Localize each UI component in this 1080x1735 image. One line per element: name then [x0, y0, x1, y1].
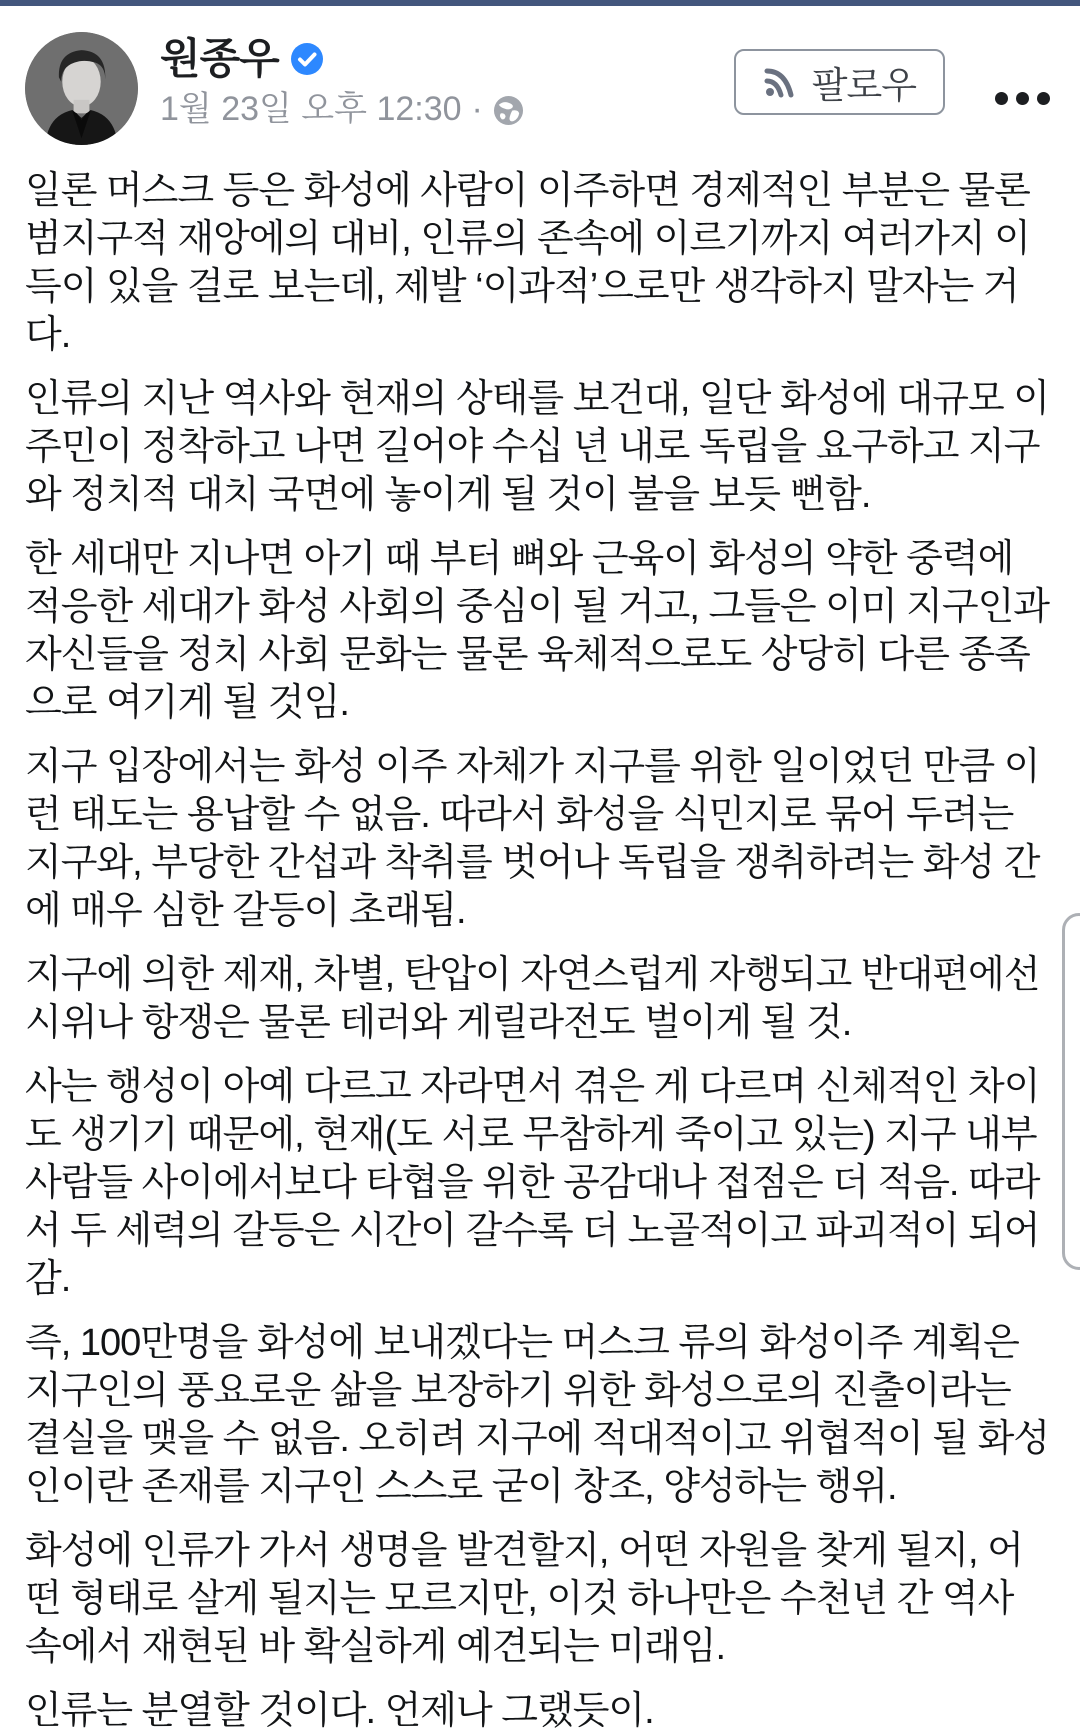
author-name[interactable]: 원종우	[160, 35, 279, 82]
privacy-globe-icon	[493, 95, 524, 126]
ellipsis-icon	[995, 92, 1008, 105]
post-header	[0, 6, 1080, 157]
more-options-button[interactable]	[995, 92, 1050, 105]
follow-button-label: 팔로우	[811, 65, 916, 106]
ellipsis-icon	[1016, 92, 1029, 105]
timestamp-separator: ·	[471, 90, 483, 129]
ellipsis-icon	[1037, 92, 1050, 105]
post-paragraph: 지구에 의한 제재, 차별, 탄압이 자연스럽게 자행되고 반대편에선 시위나 항쟁은 물론 테러와 게릴라전도 벌이게 될 것.	[25, 954, 1040, 1044]
author-block	[160, 36, 524, 129]
header-actions	[734, 32, 1050, 115]
scrollbar-thumb[interactable]	[1062, 913, 1080, 1270]
post-paragraph: 일론 머스크 등은 화성에 사람이 이주하면 경제적인 부분은 물론 범지구적 재앙에의 대비, 인류의 존속에 이르기까지 여러가지 이득이 있을 걸로 보는데, 제발 ‘이과적’으로만 생각하지 말자는 거다.	[25, 170, 1030, 356]
follow-button[interactable]	[734, 49, 945, 115]
avatar-portrait-image	[25, 32, 138, 145]
post-paragraph: 화성에 인류가 가서 생명을 발견할지, 어떤 자원을 찾게 될지, 어떤 형태로 살게 될지는 모르지만, 이것 하나만은 수천년 간 역사 속에서 재현된 바 확실하게 예견되는 미래임.	[25, 1530, 1023, 1668]
profile-avatar[interactable]	[25, 32, 138, 145]
post-timestamp[interactable]: 1월 23일 오후 12:30	[160, 90, 462, 129]
post-paragraph: 인류는 분열할 것이다. 언제나 그랬듯이.	[25, 1690, 654, 1732]
post-paragraph: 지구 입장에서는 화성 이주 자체가 지구를 위한 일이었던 만큼 이런 태도는 용납할 수 없음. 따라서 화성을 식민지로 묶어 두려는 지구와, 부당한 간섭과 착취를 벗어나 독립을 쟁취하려는 화성 간에 매우 심한 갈등이 초래됨.	[25, 746, 1040, 932]
verified-badge-icon	[291, 43, 323, 75]
post-paragraph: 인류의 지난 역사와 현재의 상태를 보건대, 일단 화성에 대규모 이주민이 정착하고 나면 길어야 수십 년 내로 독립을 요구하고 지구와 정치적 대치 국면에 놓이게 될 것이 불을 보듯 뻔함.	[25, 378, 1049, 516]
post-paragraph: 즉, 100만명을 화성에 보내겠다는 머스크 류의 화성이주 계획은 지구인의 풍요로운 삶을 보장하기 위한 화성으로의 진출이라는 결실을 맺을 수 없음. 오히려 지구에 적대적이고 위협적이 될 화성인이란 존재를 지구인 스스로 굳이 창조, 양성하는 행위.	[25, 1322, 1049, 1508]
post-paragraph: 한 세대만 지나면 아기 때 부터 뼈와 근육이 화성의 약한 중력에 적응한 세대가 화성 사회의 중심이 될 거고, 그들은 이미 지구인과 자신들을 정치 사회 문화는 물론 육체적으로도 상당히 다른 종족으로 여기게 될 것임.	[25, 538, 1049, 724]
rss-feed-icon	[763, 65, 797, 99]
post-content	[0, 157, 1080, 1735]
post-paragraph: 사는 행성이 아예 다르고 자라면서 겪은 게 다르며 신체적인 차이도 생기기 때문에, 현재(도 서로 무참하게 죽이고 있는) 지구 내부 사람들 사이에서보다 타협을 위한 공감대나 접점은 더 적음. 따라서 두 세력의 갈등은 시간이 갈수록 더 노골적이고 파괴적이 되어 감.	[25, 1066, 1040, 1300]
